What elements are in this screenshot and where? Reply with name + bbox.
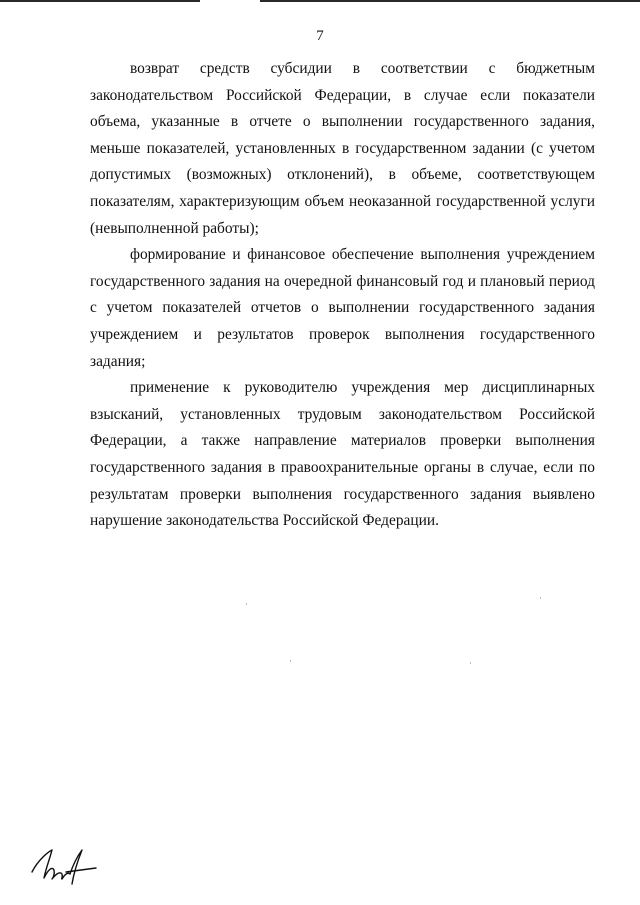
top-scan-gap (200, 0, 260, 2)
top-scan-edge (0, 0, 640, 2)
paragraph-task-funding: формирование и финансовое обеспечение выполнения учреждением государственного задания на очередной финансовый год и плановый период с учетом показателей отчетов о выполнении государственного задания учреждением и результатов проверок выполнения государственного задания; (90, 246, 595, 370)
scan-speck (540, 597, 541, 599)
document-body (90, 56, 595, 535)
scan-speck (470, 662, 471, 664)
scan-speck (290, 660, 291, 662)
handwritten-signature-icon (30, 838, 100, 888)
page-number: 7 (316, 28, 324, 44)
scan-speck (246, 603, 247, 605)
paragraph-subsidy-return: возврат средств субсидии в соответствии с бюджетным законодательством Российской Федерации, в случае если показатели объема, указанные в отчете о выполнении государственного задания, меньше показателей, установленных в государственном задании (с учетом допустимых (возможных) отклонений), в объеме, соответствующем показателям, характеризующим объем неоказанной государственной услуги (невыполненной работы); (90, 60, 595, 237)
paragraph-disciplinary-measures: применение к руководителю учреждения мер дисциплинарных взысканий, установленных трудовым законодательством Российской Федерации, а также направление материалов проверки выполнения государственного задания в правоохранительные органы в случае, если по результатам проверки выполнения государственного задания выявлено нарушение законодательства Российской Федерации. (90, 379, 595, 530)
